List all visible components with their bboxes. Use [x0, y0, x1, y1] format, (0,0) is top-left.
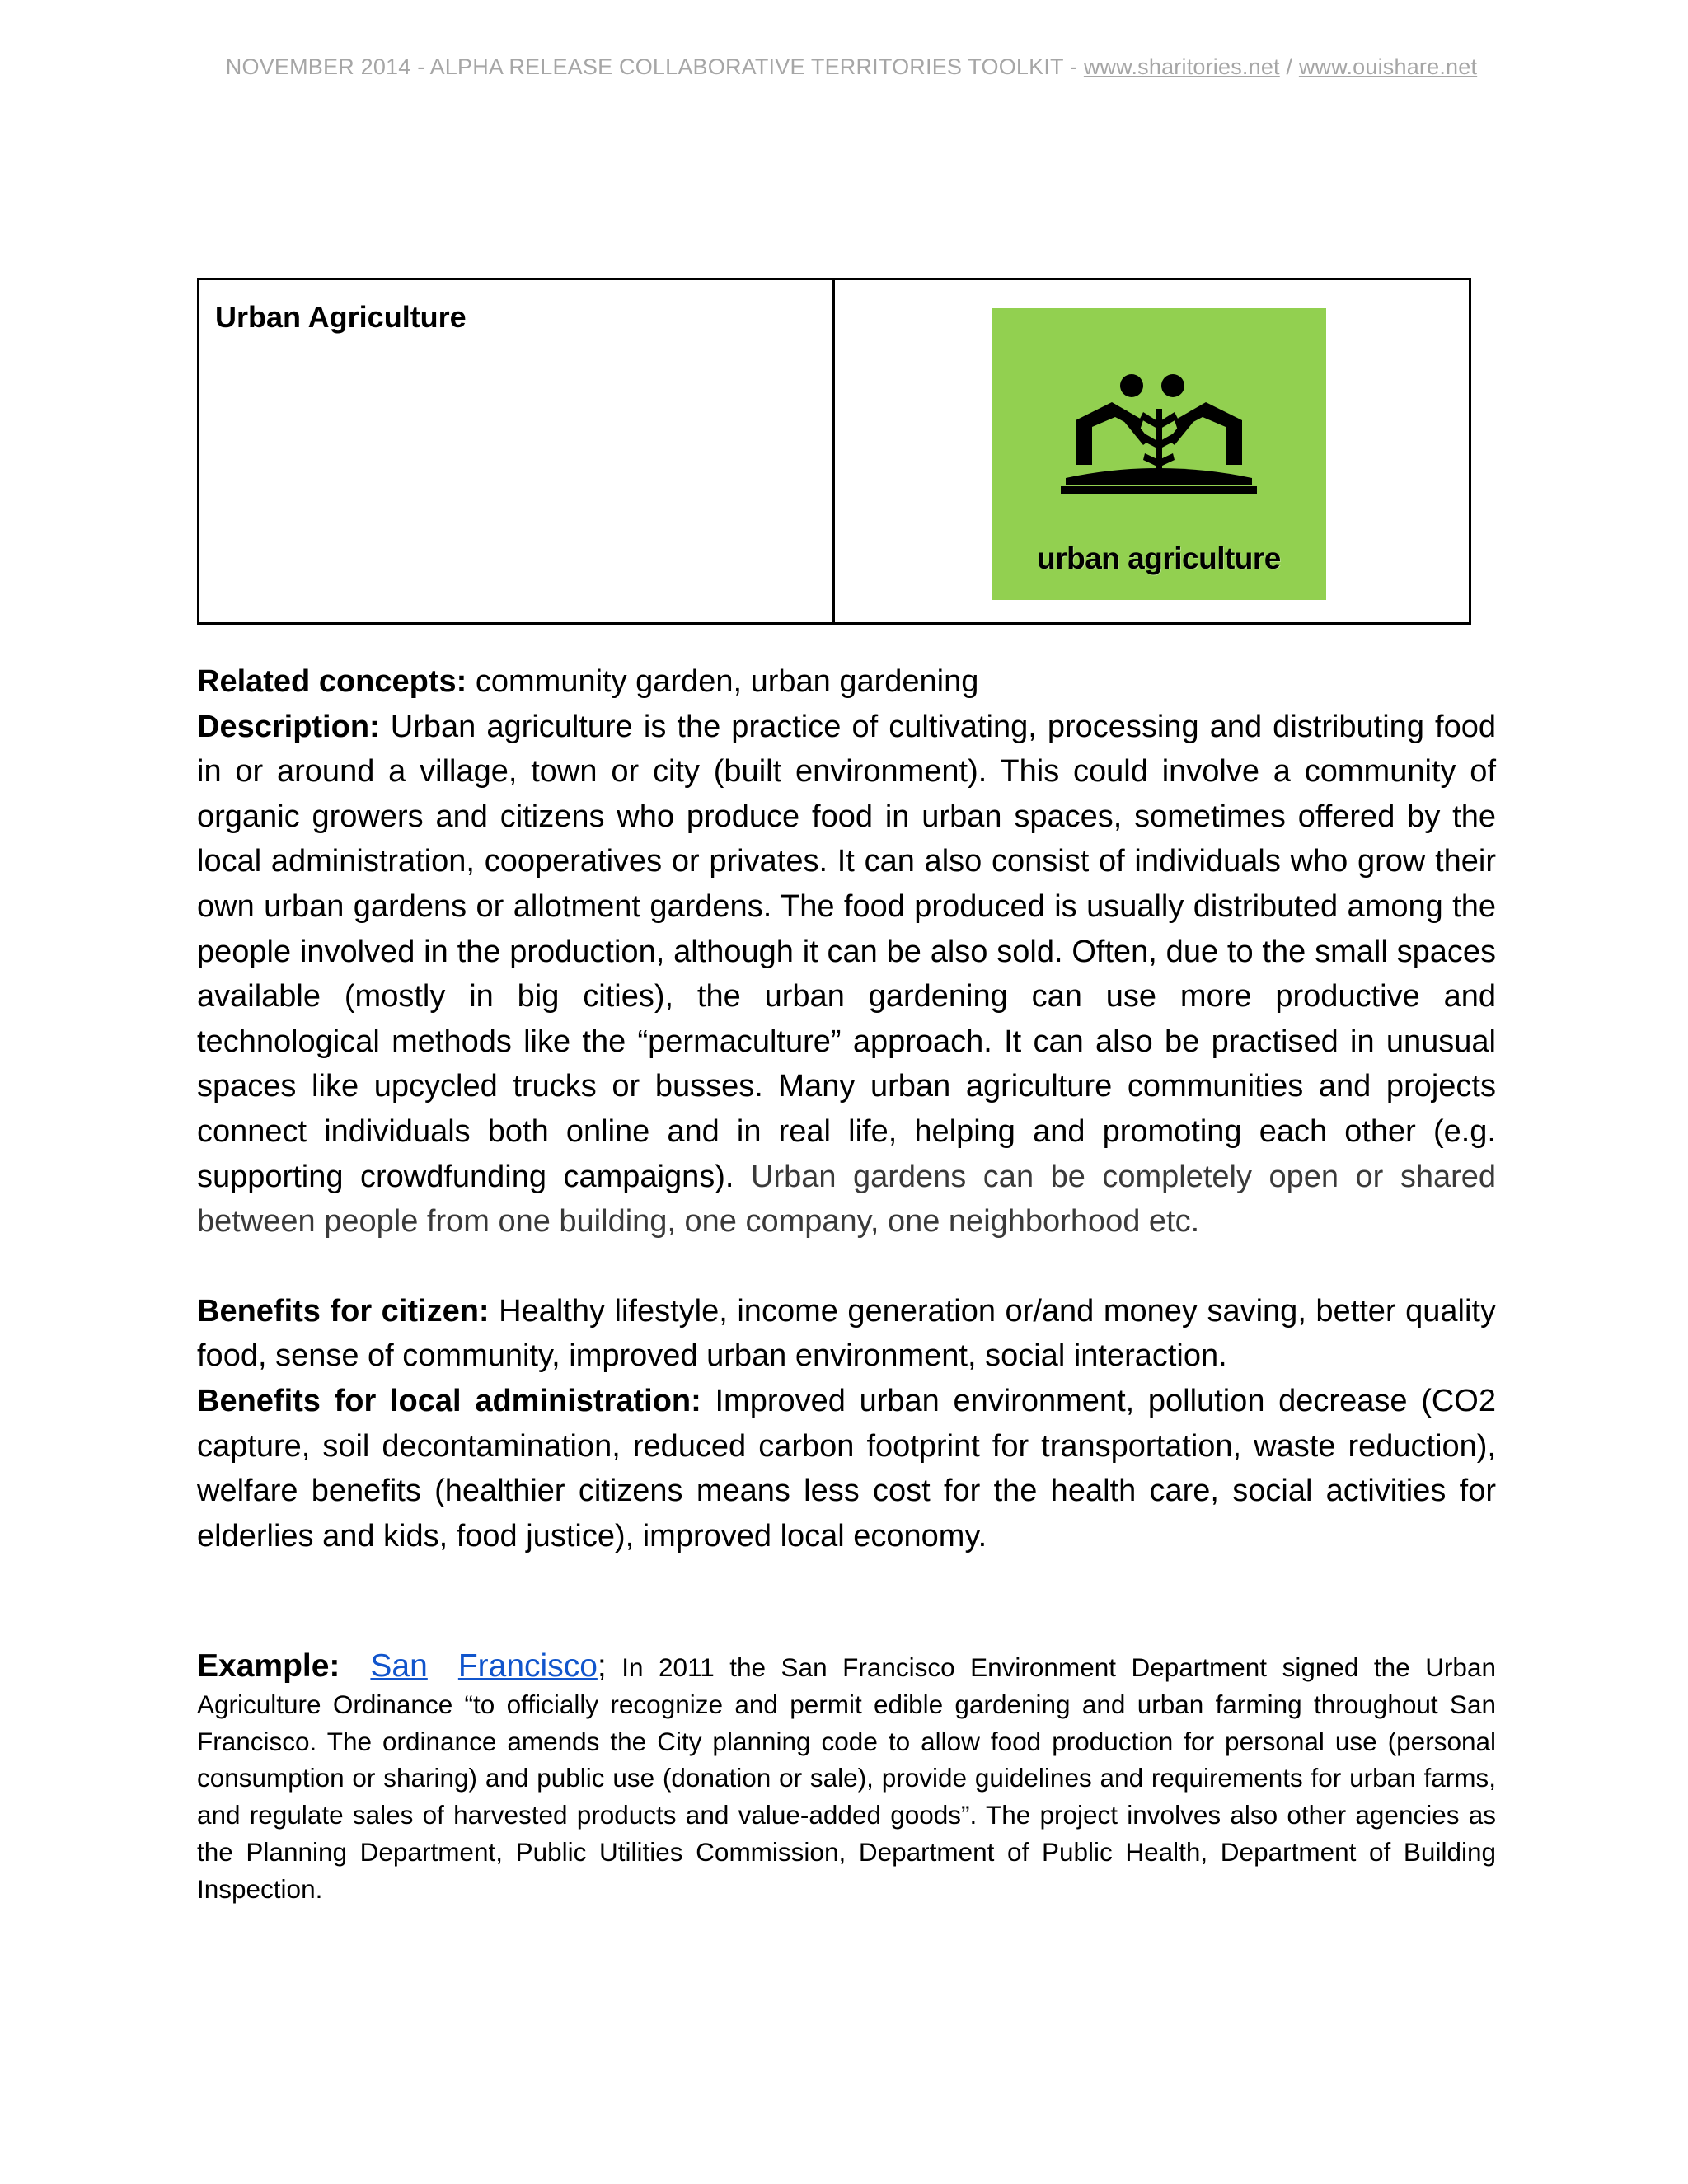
header-separator: /	[1279, 54, 1299, 79]
description-label: Description:	[197, 709, 380, 744]
san-link[interactable]: San	[370, 1648, 428, 1684]
paragraph-spacer	[197, 1244, 1499, 1289]
example-paragraph	[197, 1648, 1496, 1908]
description-paragraph	[197, 705, 1496, 1244]
benefits-admin-text: Improved urban environment, pollution decrease (CO2 capture, soil decontamination, reduced carbon footprint for transportation, waste reduction), welfare benefits (healthier citizens means less cost for the health care, social activities for elderlies and kids, food justice), improved local economy.	[197, 1383, 1496, 1554]
francisco-link[interactable]: Francisco	[457, 1648, 598, 1684]
related-concepts	[197, 659, 1499, 705]
benefits-citizen-paragraph	[197, 1289, 1496, 1379]
concept-icon-cell	[835, 280, 1469, 622]
urban-agriculture-logo	[992, 308, 1326, 600]
example-text: In 2011 the San Francisco Environment Department signed the Urban Agriculture Ordinance “to officially recognize and permit edible gardening and urban farming throughout San Francisco. The ordinance amends the City planning code to allow food production for personal use (personal consumption or sharing) and public use (donation or sale), provide guidelines and requirements for urban farms, and regulate sales of harvested products and value-added goods”. The project involves also other agencies as the Planning Department, Public Utilities Commission, Department of Public Health, Department of Building Inspection.	[197, 1652, 1496, 1904]
concept-title-cell	[199, 280, 835, 622]
logo-label: urban agriculture	[1037, 541, 1281, 575]
page-header	[0, 54, 1688, 80]
benefits-citizen-label: Benefits for citizen:	[197, 1293, 490, 1329]
description-text: Urban agriculture is the practice of cultivating, processing and distributing food in or around a village, town or city (built environment). This could involve a community of organic growers and citizens who produce food in urban spaces, sometimes offered by the local administration, cooperatives or privates. It can also consist of individuals who grow their own urban gardens or allotment gardens. The food produced is usually distributed among the people involved in the production, although it can be also sold. Often, due to the small spaces available (mostly in big cities), the urban gardening can use more productive and technological methods like the “permaculture” approach. It can also be practised in unusual spaces like upcycled trucks or busses. Many urban agriculture communities and projects connect individuals both online and in real life, helping and promoting each other (e.g. supporting crowdfunding campaigns).	[197, 709, 1496, 1194]
related-text: community garden, urban gardening	[467, 664, 979, 699]
concept-table	[197, 278, 1471, 625]
benefits-citizen-text: Healthy lifestyle, income generation or/and money saving, better quality food, sense of community, improved urban environment, social interaction.	[197, 1293, 1496, 1374]
related-label: Related concepts:	[197, 664, 467, 699]
gardeners-plant-icon	[1057, 373, 1260, 504]
example-label: Example:	[197, 1648, 340, 1684]
concept-body	[197, 659, 1499, 1558]
benefits-admin-paragraph	[197, 1379, 1496, 1558]
ouishare-link[interactable]: www.ouishare.net	[1298, 54, 1478, 79]
concept-title: Urban Agriculture	[215, 300, 467, 334]
benefits-admin-label: Benefits for local administration:	[197, 1383, 701, 1418]
example-semicolon: ;	[597, 1648, 607, 1684]
description-text-grey: Urban gardens can be completely open or shared between people from one building, one company, one neighborhood etc.	[197, 1159, 1497, 1240]
header-text: NOVEMBER 2014 - ALPHA RELEASE COLLABORATIVE TERRITORIES TOOLKIT -	[225, 54, 1084, 79]
sharitories-link[interactable]: www.sharitories.net	[1083, 54, 1280, 79]
